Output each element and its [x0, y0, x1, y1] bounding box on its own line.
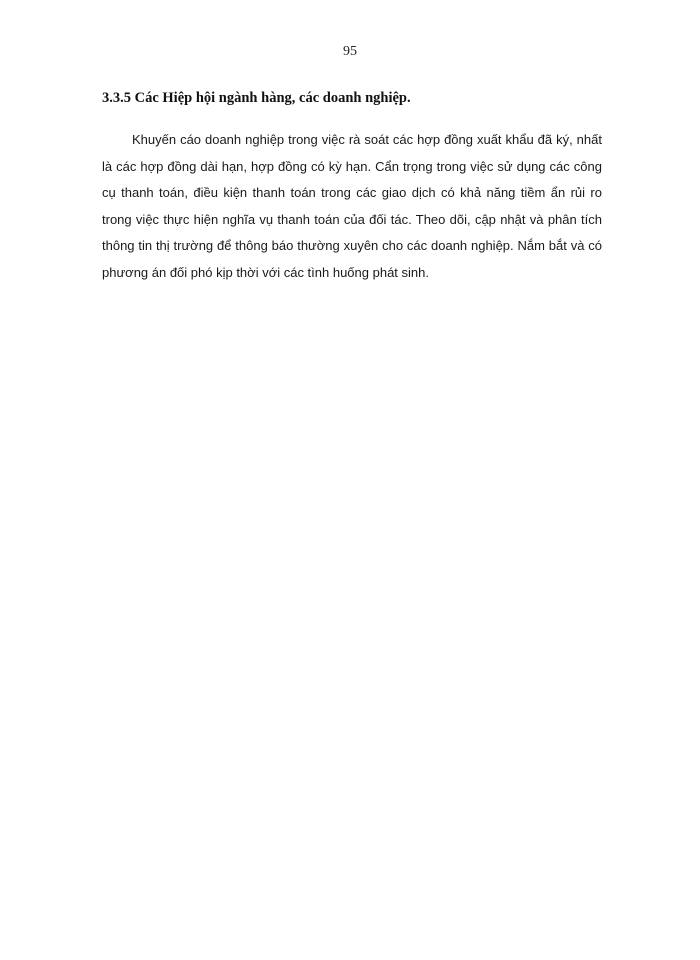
section-paragraph: Khuyến cáo doanh nghiệp trong việc rà soát các hợp đồng xuất khẩu đã ký, nhất là các hợp đồng dài hạn, hợp đồng có kỳ hạn. Cẩn trọng trong việc sử dụng các công cụ thanh toán, điều kiện thanh toán trong các giao dịch có khả năng tiềm ẩn rủi ro trong việc thực hiện nghĩa vụ thanh toán của đối tác. Theo dõi, cập nhật và phân tích thông tin thị trường để thông báo thường xuyên cho các doanh nghiệp. Nắm bắt và có phương án đối phó kịp thời với các tình huống phát sinh. [102, 132, 602, 280]
page-number: 95 [343, 44, 357, 59]
section-heading: 3.3.5 Các Hiệp hội ngành hàng, các doanh nghiệp. [102, 90, 411, 106]
